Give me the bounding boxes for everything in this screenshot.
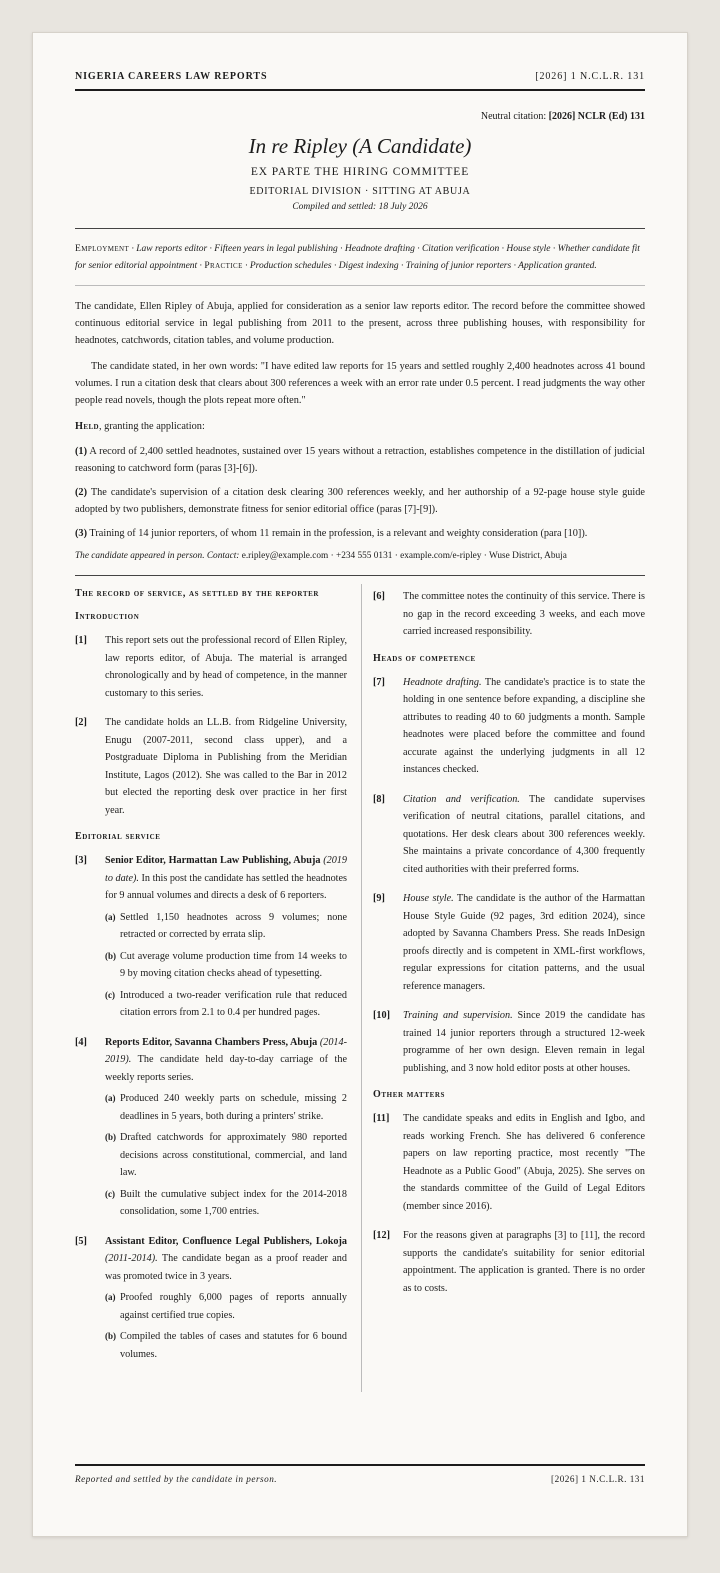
neutral-citation-label: Neutral citation: <box>480 111 547 122</box>
paragraph-number: [6] <box>373 591 385 602</box>
held-number: (3) <box>75 528 88 539</box>
left-column <box>75 588 360 1375</box>
paragraph-number: [12] <box>373 1230 390 1241</box>
paragraph-lead: House style. <box>403 893 454 904</box>
paragraph-text: For the reasons given at paragraphs [3] to [11], the record supports the candidate's suitability for senior editorial appointment. The application is granted. There is no order as to costs. <box>403 1230 645 1294</box>
paragraph-lead: Headnote drafting. <box>403 676 482 688</box>
body-columns <box>75 576 645 1375</box>
editorial-service-heading: Editorial service <box>75 831 161 842</box>
sub-item-label: (b) <box>105 1132 116 1142</box>
paragraph-12 <box>373 1227 645 1297</box>
paragraph-9 <box>373 890 645 995</box>
ex-parte-line: EX PARTE THE HIRING COMMITTEE <box>250 166 470 178</box>
sub-item-label: (c) <box>105 1188 115 1199</box>
sub-item <box>105 987 347 1022</box>
settled-date: Compiled and settled: 18 July 2026 <box>292 202 428 212</box>
running-footer <box>75 1464 645 1484</box>
sub-item-label: (a) <box>105 1093 116 1103</box>
sub-item <box>105 1090 347 1125</box>
paragraph-7 <box>373 674 645 779</box>
paragraph-text: In this post the candidate has settled the headnotes for 9 annual volumes and directs a desk of 6 reporters. <box>105 872 347 901</box>
paragraph-text: The candidate supervises verification of neutral citations, parallel citations, and quotations. Her desk clears about 300 references weekly. She maintains a private concordance of 4,300 frequently cited authorities with their preferred forms. <box>403 793 645 875</box>
sub-item-label: (b) <box>105 1331 116 1341</box>
contact-label: The candidate appeared in person. Contact: <box>75 551 240 561</box>
catchwords <box>75 229 645 285</box>
paragraph-number: [3] <box>75 855 87 866</box>
sub-item-text: Cut average volume production time from 14 weeks to 9 by moving citation checks ahead of typesetting. <box>120 950 347 979</box>
case-title: In re Ripley (A Candidate) <box>248 134 472 158</box>
paragraph-text: The candidate's practice is to state the holding in one sentence before expanding, a discipline she attributes to reading 40 to 60 judgments a month. Sample headnotes were placed before the committee and found accurate against the underlying judgments in all 12 instances checked. <box>403 676 645 775</box>
paragraph-text: The committee notes the continuity of this service. There is no gap in the record exceeding 3 weeks, and each move carried increased responsibility. <box>403 591 645 637</box>
paragraph-number: [4] <box>75 1036 87 1048</box>
sub-item-text: Compiled the tables of cases and statutes for 6 bound volumes. <box>120 1331 347 1360</box>
held-item <box>75 525 645 542</box>
paragraph-10 <box>373 1007 645 1077</box>
sub-item <box>105 1186 347 1221</box>
sub-item <box>105 1289 347 1324</box>
paragraph-body <box>403 791 645 879</box>
footer-citation: [2026] 1 N.C.L.R. 131 <box>551 1474 645 1484</box>
paragraph-3 <box>75 852 347 1022</box>
sub-item-text: Proofed roughly 6,000 pages of reports annually against certified true copies. <box>120 1292 347 1321</box>
paragraph-11 <box>373 1110 645 1215</box>
catchword-practice: Practice <box>204 261 243 271</box>
paragraph-number: [8] <box>373 793 385 805</box>
paragraph-number: [7] <box>373 676 385 688</box>
neutral-citation <box>75 111 645 122</box>
headnote-paragraph: The candidate stated, in her own words: "I have edited law reports for 15 years and settled roughly 2,400 headnotes across 41 bound volumes. I run a citation desk that clears about 300 references a week with an error rate under 0.5 percent. I read judgments the way other people read novels, though the plots repeat more often." <box>75 361 645 406</box>
sub-item-label: (a) <box>105 911 116 922</box>
paragraph-lead <box>105 852 347 905</box>
series-name: NIGERIA CAREERS LAW REPORTS <box>75 71 268 82</box>
sub-item-label: (c) <box>105 989 115 1000</box>
paragraph-lead <box>105 1034 347 1087</box>
paragraph-body <box>403 890 645 995</box>
paragraph-number: [11] <box>373 1113 390 1124</box>
sub-item-text: Settled 1,150 headnotes across 9 volumes; none retracted or corrected by errata slip. <box>120 911 347 940</box>
paragraph-lead <box>105 1233 347 1286</box>
sub-item-text: Built the cumulative subject index for the 2014-2018 consolidation, some 1,700 entries. <box>120 1188 347 1217</box>
column-rule <box>361 584 362 1392</box>
sub-item-label: (a) <box>105 1292 116 1302</box>
held-label: Held <box>75 421 100 432</box>
paragraph-body <box>403 674 645 779</box>
sub-item-text: Introduced a two-reader verification rule that reduced citation errors from 2.1 to 0.4 per hundred pages. <box>120 989 347 1018</box>
paragraph-5 <box>75 1233 347 1364</box>
held-text: A record of 2,400 settled headnotes, sustained over 15 years without a retraction, establishes competence in the distillation of judicial reasoning to catchword form (paras [3]-[6]). <box>75 446 645 474</box>
catchword-employment-text: · Law reports editor · Fifteen years in legal publishing · Headnote drafting · Citation verification · House style · Whether candidate fit for senior editorial appointment · <box>75 244 640 271</box>
paragraph-number: [10] <box>373 1010 390 1021</box>
paragraph-text: The candidate holds an LL.B. from Ridgeline University, Enugu (2007-2011, second class upper), and a Postgraduate Diploma in Publishing from the Meridian Institute, Lagos (2012). She was called to the Bar in 2012 but elected the reporting desk over practice in her first year. <box>105 717 347 816</box>
held-intro <box>75 418 645 435</box>
paragraph-number: [5] <box>75 1235 87 1247</box>
report-page <box>32 32 688 1537</box>
header-citation: [2026] 1 N.C.L.R. 131 <box>535 71 645 82</box>
paragraph-1 <box>75 632 347 702</box>
right-column <box>360 588 645 1375</box>
held-text: The candidate's supervision of a citation desk clearing 300 references weekly, and her authorship of a 92-page house style guide adopted by two publishers, demonstrate fitness for senior editorial office (paras [7]-[9]). <box>75 487 645 515</box>
headnote-paragraph: The candidate, Ellen Ripley of Abuja, applied for consideration as a senior law reports editor. The record before the committee showed continuous editorial service in legal publishing from 2011 to the present, across three publishing houses, with responsibility for headnotes, catchwords, citation tables, and volume production. <box>75 301 645 346</box>
headnote <box>75 286 645 563</box>
paragraph-text: The candidate is the author of the Harmattan House Style Guide (92 pages, 3rd edition 2024), since adopted by Savanna Chambers Press. She reads InDesign proofs directly and is competent in XML-first workflows, regular expressions for citation patterns, and the usual reference managers. <box>403 893 645 992</box>
sub-item <box>105 909 347 944</box>
paragraph-2 <box>75 714 347 819</box>
neutral-citation-value: [2026] NCLR (Ed) 131 <box>548 111 645 122</box>
sub-item <box>105 1129 347 1182</box>
paragraph-body <box>105 852 347 1022</box>
held-number: (1) <box>75 446 88 457</box>
held-rest: , granting the application: <box>99 421 205 432</box>
paragraph-number: [9] <box>373 893 385 904</box>
catchword-practice-text: · Production schedules · Digest indexing · Training of junior reporters · Application granted. <box>242 261 597 271</box>
division-line: EDITORIAL DIVISION · SITTING AT ABUJA <box>249 186 471 197</box>
sub-item-label: (b) <box>105 950 116 961</box>
role-dates: (2011-2014). <box>105 1253 158 1264</box>
paragraph-text: The candidate began as a proof reader and was promoted twice in 3 years. <box>105 1253 347 1282</box>
sub-item <box>105 948 347 983</box>
record-heading: The record of service, as settled by the reporter <box>75 588 320 599</box>
paragraph-lead: Citation and verification. <box>403 793 520 805</box>
paragraph-text: The candidate held day-to-day carriage of the weekly reports series. <box>105 1054 347 1083</box>
paragraph-text: This report sets out the professional record of Ellen Ripley, law reports editor, of Abuja. The material is arranged chronologically and by head of competence, in the manner customary to this series. <box>105 635 347 699</box>
paragraph-body <box>105 1034 347 1221</box>
contact-details[interactable]: e.ripley@example.com · +234 555 0131 · example.com/e-ripley · Wuse District, Abuja <box>239 551 567 561</box>
sub-item <box>105 1328 347 1363</box>
paragraph-8 <box>373 791 645 879</box>
contact-line <box>75 549 645 563</box>
paragraph-4 <box>75 1034 347 1221</box>
running-header <box>75 71 645 91</box>
paragraph-body <box>403 1007 645 1077</box>
held-item <box>75 484 645 518</box>
paragraph-number: [1] <box>75 635 87 646</box>
role-title: Reports Editor, Savanna Chambers Press, Abuja <box>105 1036 318 1048</box>
held-text: Training of 14 junior reporters, of whom 11 remain in the profession, is a relevant and weighty consideration (para [10]). <box>87 528 588 539</box>
other-matters-heading: Other matters <box>373 1089 446 1100</box>
held-item <box>75 443 645 477</box>
catchword-employment: Employment <box>75 244 130 254</box>
role-dates: (2014-2019). <box>105 1036 348 1065</box>
held-number: (2) <box>75 487 88 498</box>
paragraph-number: [2] <box>75 717 87 728</box>
paragraph-6 <box>373 588 645 641</box>
role-title: Senior Editor, Harmattan Law Publishing, Abuja <box>105 855 321 866</box>
sub-item-text: Drafted catchwords for approximately 980 reported decisions across constitutional, commercial, and land law. <box>120 1132 347 1178</box>
sub-item-text: Produced 240 weekly parts on schedule, missing 2 deadlines in 5 years, both during a printers' strike. <box>120 1093 347 1122</box>
role-title: Assistant Editor, Confluence Legal Publishers, Lokoja <box>105 1235 347 1247</box>
role-dates: (2019 to date). <box>105 855 347 884</box>
competence-heading: Heads of competence <box>373 652 476 664</box>
paragraph-text: The candidate speaks and edits in English and Igbo, and reads working French. She has delivered 6 conference papers on law reporting practice, most recently "The Headnote as a Public Good" (Abuja, 2025). She serves on the standards committee of the Guild of Legal Editors (member since 2016). <box>403 1113 645 1212</box>
footer-note: Reported and settled by the candidate in person. <box>75 1474 278 1484</box>
paragraph-lead: Training and supervision. <box>403 1010 513 1021</box>
paragraph-body <box>105 1233 347 1364</box>
paragraph-text: Since 2019 the candidate has trained 14 junior reporters through a structured 12-week programme of her own design. Eleven remain in legal publishing, and 3 now hold editor posts at other houses. <box>403 1010 645 1074</box>
introduction-heading: Introduction <box>75 611 140 622</box>
